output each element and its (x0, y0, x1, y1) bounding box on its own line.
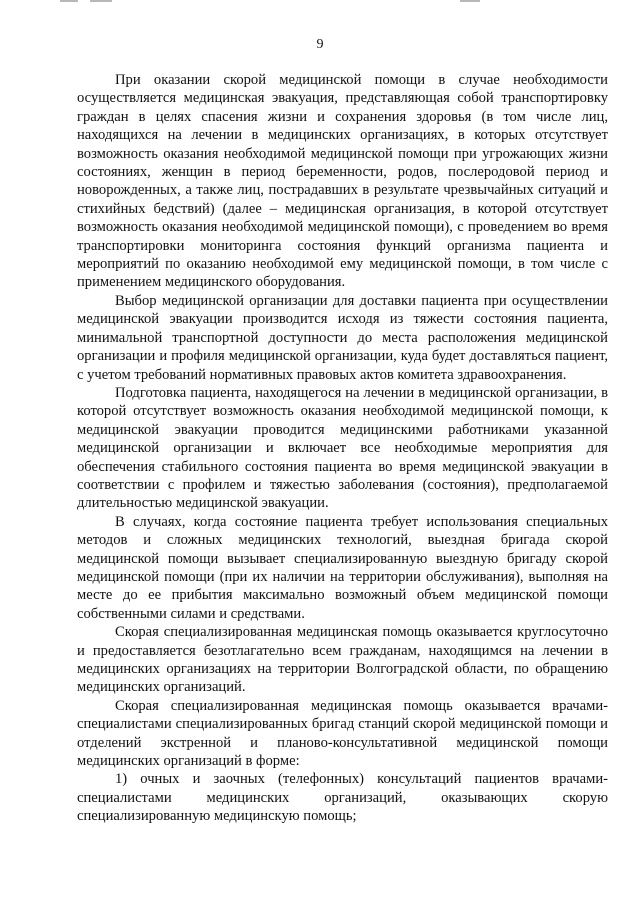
paragraph-list-item-1: 1) очных и заочных (телефонных) консультаций пациентов врачами-специалистами медицинских организаций, оказывающих скорую специализированную медицинскую помощь; (77, 771, 608, 825)
page-number: 9 (316, 37, 324, 52)
scan-artifact-marks (60, 0, 480, 4)
paragraph-patient-preparation: Подготовка пациента, находящегося на лечении в медицинской организации, в которой отсутствует возможность оказания необходимой медицинской помощи, к медицинской эвакуации проводится медицинскими работниками указанной медицинской организации и включает все необходимые мероприятия для обеспечения стабильного состояния пациента во время медицинской эвакуации в соответствии с профилем и тяжестью заболевания (состояния), предполагаемой длительностью медицинской эвакуации. (77, 384, 608, 512)
document-body (77, 71, 608, 826)
paragraph-specialized-care: Скорая специализированная медицинская помощь оказывается круглосуточно и предоставляется безотлагательно всем гражданам, находящимся на лечении в медицинских организациях на территории Волгоградской области, по обращению медицинских организаций. (77, 624, 608, 696)
paragraph-special-methods: В случаях, когда состояние пациента требует использования специальных методов и сложных медицинских технологий, выездная бригада скорой медицинской помощи вызывает специализированную выездную бригаду скорой медицинской помощи (при их наличии на территории обслуживания), выполняя на месте до ее прибытия максимально возможный объем медицинской помощи собственными силами и средствами. (77, 513, 608, 622)
paragraph-medical-evacuation: При оказании скорой медицинской помощи в случае необходимости осуществляется медицинская эвакуация, представляющая собой транспортировку граждан в целях спасения жизни и сохранения здоровья (в том числе лиц, находящихся на лечении в медицинских организациях, в которых отсутствует возможность оказания необходимой медицинской помощи при угрожающих жизни состояниях, женщин в период беременности, родов, послеродовой период и новорожденных, а также лиц, пострадавших в результате чрезвычайных ситуаций и стихийных бедствий) (далее – медицинская организация, в которой отсутствует возможность оказания необходимой медицинской помощи), с проведением во время транспортировки мониторинга состояния функций организма пациента и мероприятий по оказанию необходимой ему медицинской помощи, в том числе с применением медицинского оборудования. (77, 72, 608, 291)
paragraph-organization-choice: Выбор медицинской организации для доставки пациента при осуществлении медицинской эвакуации производится исходя из тяжести состояния пациента, минимальной транспортной доступности до места расположения медицинской организации и профиля медицинской организации, куда будет доставляться пациент, с учетом требований нормативных правовых актов комитета здравоохранения. (77, 292, 608, 383)
paragraph-care-providers: Скорая специализированная медицинская помощь оказывается врачами-специалистами специализированных бригад станций скорой медицинской помощи и отделений экстренной и планово-консультативной медицинской помощи медицинских организаций в форме: (77, 697, 608, 770)
